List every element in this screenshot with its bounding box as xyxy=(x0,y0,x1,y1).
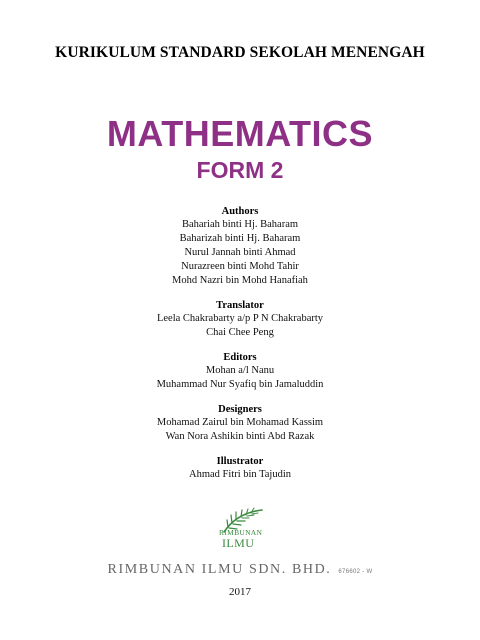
designers-heading: Designers xyxy=(218,404,262,415)
authors-section xyxy=(0,205,480,288)
logo-text-ilmu: ILMU xyxy=(222,536,255,550)
editors-section xyxy=(0,351,480,392)
author-name: Nurazreen binti Mohd Tahir xyxy=(181,261,299,272)
curriculum-heading: KURIKULUM STANDARD SEKOLAH MENENGAH xyxy=(55,44,425,61)
publication-year: 2017 xyxy=(229,586,251,598)
publisher-name: RIMBUNAN ILMU SDN. BHD. xyxy=(107,562,332,577)
author-name: Mohd Nazri bin Mohd Hanafiah xyxy=(172,275,308,286)
translator-name: Leela Chakrabarty a/p P N Chakrabarty xyxy=(156,313,324,324)
book-title: MATHEMATICS xyxy=(106,113,374,154)
illustrator-name: Ahmad Fitri bin Tajudin xyxy=(188,469,292,480)
designers-section xyxy=(0,403,480,444)
publisher-registration: 676602 - W xyxy=(338,569,373,575)
authors-heading: Authors xyxy=(221,206,259,217)
designer-name: Mohamad Zairul bin Mohamad Kassim xyxy=(156,417,324,428)
illustrator-section xyxy=(0,455,480,482)
editors-heading: Editors xyxy=(223,352,257,363)
designer-name: Wan Nora Ashikin binti Abd Razak xyxy=(165,431,315,442)
credits xyxy=(0,205,480,493)
logo-text-rimbunan: RIMBUNAN xyxy=(219,528,263,537)
author-name: Bahariah binti Hj. Baharam xyxy=(181,219,299,230)
publisher xyxy=(0,560,480,578)
translator-name: Chai Chee Peng xyxy=(206,327,274,338)
editor-name: Mohan a/l Nanu xyxy=(205,365,275,376)
editor-name: Muhammad Nur Syafiq bin Jamaluddin xyxy=(156,379,324,390)
translator-section xyxy=(0,299,480,340)
book-subtitle: FORM 2 xyxy=(196,157,284,183)
illustrator-heading: Illustrator xyxy=(216,456,264,467)
author-name: Baharizah binti Hj. Baharam xyxy=(179,233,301,244)
translator-heading: Translator xyxy=(216,300,264,311)
author-name: Nurul Jannah binti Ahmad xyxy=(184,247,296,258)
